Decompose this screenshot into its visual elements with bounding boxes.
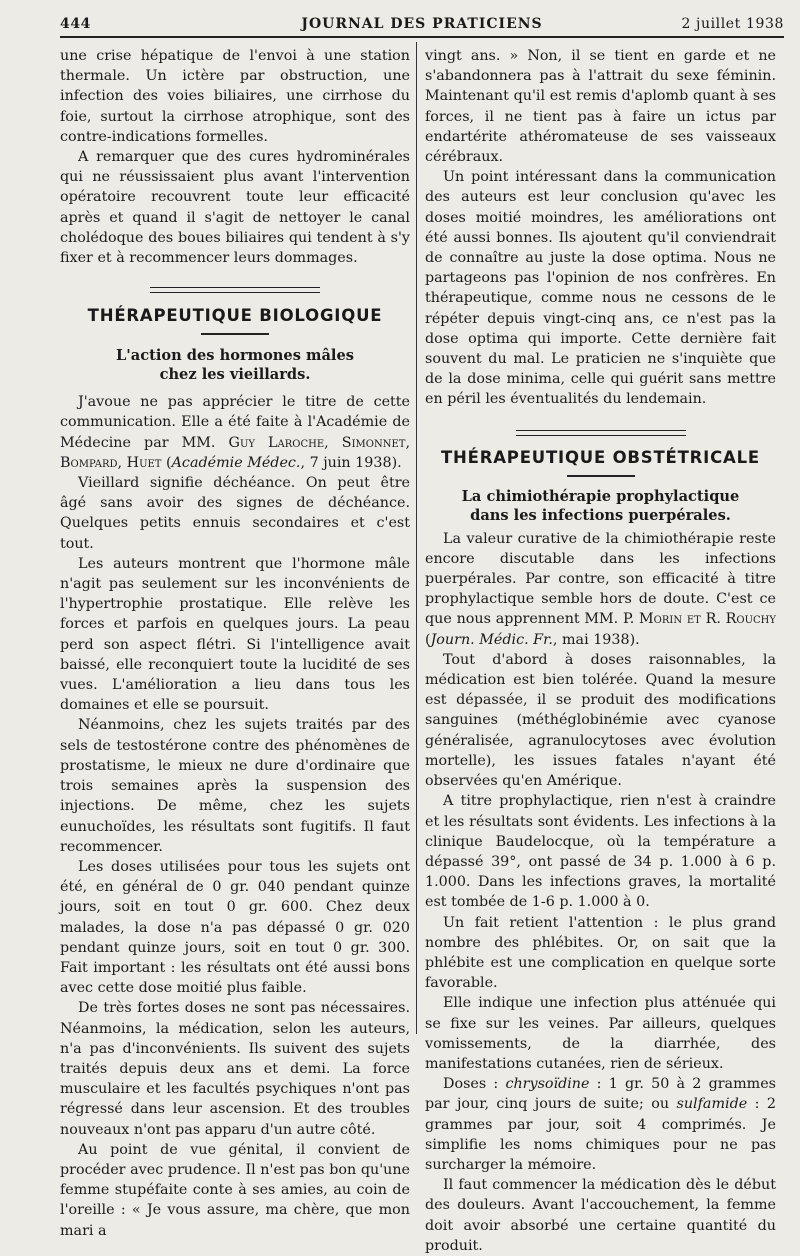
paragraph: J'avoue ne pas apprécier le titre de cette communication. Elle a été faite à l'Académie de Médecine par MM. Guy Laroche, Simonnet, Bompard, Huet (Académie Médec., 7 juin 1938). — [60, 394, 410, 471]
page-number: 444 — [60, 16, 92, 32]
journal-reference: Académie Médec. — [171, 454, 301, 471]
paragraph: Néanmoins, chez les sujets traités par des sels de testostérone contre des phénomènes de prostatisme, le mieux ne dure d'ordinaire que trois semaines après la suspension des injections. De même, chez les sujets eunuchoïdes, les résultats sont fugitifs. Il faut recommencer. — [60, 717, 410, 855]
journal-reference: Journ. Médic. Fr. — [430, 631, 553, 648]
paragraph: Un point intéressant dans la communication des auteurs est leur conclusion qu'avec les doses moitié moindres, les améliorations ont été aussi bonnes. Ils ajoutent qu'il conviendrait de connaître au juste la dose optima. Nous ne partageons pas l'opinion de nos confrères. En thérapeutique, comme nous ne cessons de le répéter depuis vingt-cinq ans, ce n'est pas la dose optima qui importe. Cette dernière fait souvent du mal. Le praticien ne s'inquiète que de la dose minima, celle qui guérit sans mettre en péril les éventualités du lendemain. — [425, 169, 776, 408]
paragraph: une crise hépatique de l'envoi à une station thermale. Un ictère par obstruction, une infection des voies biliaires, une cirrhose du foie, surtout la cirrhose atrophique, sont des contre-indications formelles. — [60, 48, 410, 145]
section-title: THÉRAPEUTIQUE BIOLOGIQUE — [87, 306, 383, 326]
paragraph: Vieillard signifie déchéance. On peut être âgé sans avoir des signes de déchéance. Quelques petits ennuis secondaires et c'est tout. — [60, 475, 410, 552]
paragraph: Un fait retient l'attention : le plus grand nombre des phlébites. Or, on sait que la phlébite est une complication en quelque sorte favorable. — [425, 914, 776, 992]
issue-date: 2 juillet 1938 — [681, 16, 784, 32]
article-title: L'action des hormones mâles chez les vieillards. — [116, 347, 354, 384]
paragraph: Au point de vue génital, il convient de procéder avec prudence. Il n'est pas bon qu'une femme stupéfaite conte à ses amies, au coin de l'oreille : « Je vous assure, ma chère, que mon mari a — [60, 1141, 410, 1239]
paragraph: Doses : chrysoïdine : 1 gr. 50 à 2 grammes par jour, cinq jours de suite; ou sulfamide : 2 grammes par jour, soit 4 comprimés. Je simplifie les noms chimiques pour ne pas surcharger la mémoire. — [425, 1076, 776, 1173]
paragraph: La valeur curative de la chimiothérapie reste encore discutable dans les infections puerpérales. Par contre, son efficacité à titre prophylactique semble hors de doute. C'est ce que nous apprennent MM. P. Morin et R. Rouchy (Journ. Médic. Fr., mai 1938). — [425, 530, 777, 648]
paragraph: De très fortes doses ne sont pas nécessaires. Néanmoins, la médication, selon les auteurs, n'a pas d'inconvénients. Ils suivent des sujets traités depuis deux ans et demi. La force musculaire et les facultés psychiques n'ont pas régressé dans leur ascension. Et des troubles nouveaux n'ont pas apparu d'un autre côté. — [60, 1000, 410, 1138]
paragraph: Elle indique une infection plus atténuée qui se fixe sur les veines. Par ailleurs, quelques vomissements, de la diarrhée, des manifestations cutanées, rien de sérieux. — [425, 995, 776, 1072]
paragraph: A remarquer que des cures hydrominérales qui ne réussissaient plus avant l'intervention opératoire recouvrent toute leur efficacité après et quand il s'agit de nettoyer le canal cholédoque des boues biliaires qui tendent à s'y fixer et à recommencer leurs dommages. — [60, 149, 410, 267]
author-names: P. Morin et R. Rouchy — [623, 611, 777, 628]
section-title: THÉRAPEUTIQUE OBSTÉTRICALE — [441, 447, 760, 467]
running-header — [60, 14, 784, 36]
author-names: Guy Laroche, Simonnet, Bompard, Huet — [60, 434, 410, 471]
paragraph: A titre prophylactique, rien n'est à craindre et les résultats sont évidents. Les infections à la clinique Baudelocque, où la température a dépassé 39°, ont passé de 34 p. 1.000 à 6 p. 1.000. Dans les infections graves, la mortalité est tombée de 1-6 p. 1.000 à 0. — [425, 793, 776, 911]
drug-name: sulfamide — [676, 1096, 748, 1113]
journal-title: JOURNAL DES PRATICIENS — [301, 16, 543, 32]
paragraph: Les doses utilisées pour tous les sujets ont été, en général de 0 gr. 040 pendant quinze jours, soit en tout 0 gr. 600. Chez deux malades, la dose n'a pas dépassé 0 gr. 020 pendant quinze jours, soit en tout 0 gr. 300. Fait important : les résultats ont été aussi bons avec cette dose moitié plus faible. — [60, 858, 410, 997]
article-title: La chimiothérapie prophylactique dans les infections puerpérales. — [461, 487, 740, 524]
paragraph: Les auteurs montrent que l'hormone mâle n'agit pas seulement sur les inconvénients de l'hypertrophie prostatique. Elle relève les forces et parfois en quelques jours. La peau perd son aspect flétri. Si l'intelligence avait baissé, elle reconquiert toute la lucidité de ses vues. L'amélioration a lieu dans tous les domaines et elle se poursuit. — [60, 555, 410, 714]
paragraph: vingt ans. » Non, il se tient en garde et ne s'abandonnera pas à l'attrait du sexe féminin. Maintenant qu'il est remis d'aplomb quant à ses forces, il ne tient pas à faire un ictus par endartérite athéromateuse de ses vaisseaux cérébraux. — [425, 48, 776, 166]
column-divider — [416, 42, 417, 1034]
drug-name: chrysoïdine — [505, 1076, 590, 1093]
paragraph: Il faut commencer la médication dès le début des douleurs. Avant l'accouchement, la femme doit avoir absorbé une certaine quantité du produit. — [425, 1177, 776, 1254]
right-column — [425, 46, 776, 1256]
header-rule — [60, 36, 784, 38]
left-column — [60, 46, 410, 1241]
paragraph: Tout d'abord à doses raisonnables, la médication est bien tolérée. Quand la mesure est dépassée, il se produit des modifications sanguines (méthéglobinémie avec cyanose généralisée, agranulocytoses avec évolution mortelle), les issues fatales n'ayant été observées qu'en Amérique. — [425, 651, 776, 790]
